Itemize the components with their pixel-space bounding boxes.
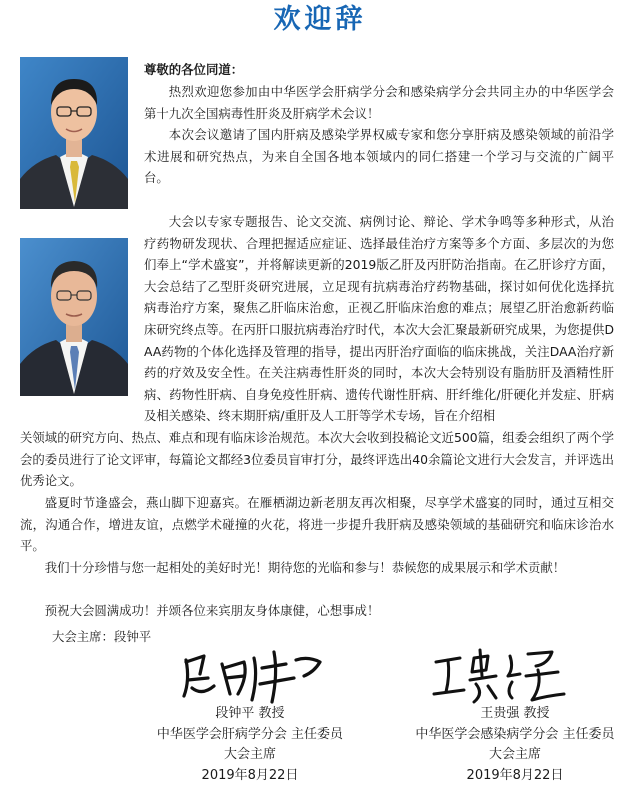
signature-date: 2019年8月22日 [201,767,299,783]
signature-block-1 [130,704,370,786]
signer-organization: 中华医学会肝病学分会 主任委员 [156,726,344,742]
signer-name: 段钟平 教授 [215,706,285,721]
signature-block-2 [395,704,635,786]
salutation: 尊敬的各位同道： [144,62,244,77]
signer-role: 大会主席 [488,747,541,762]
portrait-photo-icon [20,238,128,396]
signature-date: 2019年8月22日 [466,767,564,783]
signature-icon [430,646,570,704]
paragraph-anticipation: 我们十分珍惜与您一起相处的美好时光！期待您的光临和参与！恭候您的成果展示和学术贡献！ [44,560,566,575]
paragraph-topics: 大会以专家专题报告、论文交流、病例讨论、辩论、学术争鸣等多种形式，从治疗药物研发现状、合理把握适应症证、选择最佳治疗方案等多个方面、多层次的为您们奉上“学术盛宴”，并将解读更新的2019版乙肝及丙肝防治指南。在乙肝诊疗方面，大会总结了乙型肝炎研究进展，立足现有抗病毒治疗药物基础，探讨如何优化选择抗病毒治疗方案，聚焦乙肝临床治愈，正视乙肝临床治愈的难点；展望乙肝治愈新药临床研究终点等。在丙肝口服抗病毒治疗时代，本次大会汇聚最新研究成果，为您提供DAA药物的个体化选择及管理的指导，提出丙肝治疗面临的临床挑战，关注DAA治疗新药的疗效及安全性。在关注病毒性肝炎的同时，本次大会特别设有脂肪肝及酒精性肝病、药物性肝病、自身免疫性肝病、遗传代谢性肝病、肝纤维化/肝硬化并发症、肝病及相关感染、终末期肝病/重肝及人工肝等学术专场，旨在介绍相 [144,214,614,424]
portrait-photo-icon [20,57,128,209]
paragraph-invitation: 本次会议邀请了国内肝病及感染学界权威专家和您分享肝病及感染领域的前沿学术进展和研究热点，为来自全国各地本领域内的同仁搭建一个学习与交流的广阔平台。 [144,127,614,186]
paragraph-topics-continued: 关领域的研究方向、热点、难点和现有临床诊治规范。本次大会收到投稿论文近500篇，组委会组织了两个学会的委员进行了论文评审，每篇论文都经3位委员盲审打分，最终评选出40余篇论文进行大会发言，并评选出优秀论文。 [20,430,614,489]
signer-organization: 中华医学会感染病学分会 主任委员 [415,726,615,742]
chair-line: 大会主席：段钟平 [52,629,152,644]
paragraph-gathering: 盛夏时节逢盛会，燕山脚下迎嘉宾。在雁栖湖边新老朋友再次相聚，尽享学术盛宴的同时，通过互相交流，沟通合作，增进友谊，点燃学术碰撞的火花，将进一步提升我肝病及感染领域的基础研究和临床诊治水平。 [20,495,614,554]
signer-role: 大会主席 [223,747,276,762]
signer-name: 王贵强 教授 [480,706,550,721]
paragraph-welcome: 热烈欢迎您参加由中华医学会肝病学分会和感染病学分会共同主办的中华医学会第十九次全国病毒性肝炎及肝病学术会议！ [144,84,614,121]
paragraph-wishes: 预祝大会圆满成功！并颂各位来宾朋友身体康健，心想事成！ [44,603,380,618]
signature-icon [178,646,328,704]
page-title: 欢迎辞 [273,4,367,35]
